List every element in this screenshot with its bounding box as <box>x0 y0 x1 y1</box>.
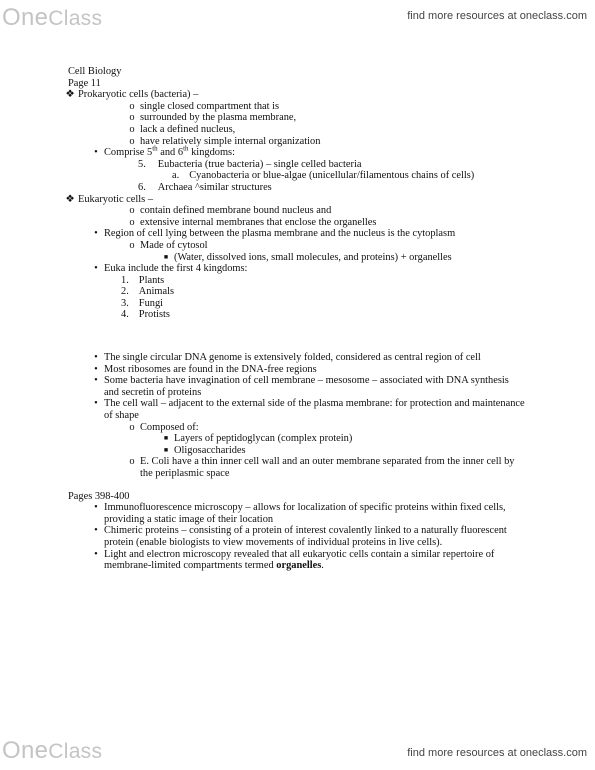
ribosome-item: • Most ribosomes are found in the DNA-free regions <box>104 364 564 376</box>
kingdom-6: 6. Archaea ^similar structures <box>138 181 272 193</box>
list-item: o extensive internal membranes that enclose the organelles <box>140 217 595 229</box>
kingdom-5a: a. Cyanobacteria or blue-algae (unicellular/filamentous chains of cells) <box>172 170 475 182</box>
circle-bullet-icon: o <box>129 123 135 135</box>
cytosol-item: o Made of cytosol <box>140 240 595 252</box>
document-body <box>65 66 528 572</box>
eukaryotic-heading: ❖ Eukaryotic cells – <box>65 193 154 205</box>
genome-item: • The single circular DNA genome is extensively folded, considered as central region of cell <box>104 352 516 364</box>
list-item: ■ Oligosaccharides <box>174 445 595 457</box>
dot-bullet-icon: • <box>94 352 98 364</box>
kingdom-item: 2. Animals <box>121 286 175 298</box>
resources-link[interactable]: find more resources at oneclass.com <box>407 747 587 759</box>
comprise-kingdoms: • Comprise 5th and 6th kingdoms: <box>104 147 564 159</box>
list-item: o lack a defined nucleus, <box>140 124 595 136</box>
cell-wall-item: • The cell wall – adjacent to the external side of the plasma membrane: for protection and maintenance of shape <box>104 398 529 421</box>
kingdom-item: 4. Protists <box>121 309 170 321</box>
dot-bullet-icon: • <box>94 147 98 159</box>
oneclass-logo <box>2 737 102 765</box>
dot-bullet-icon: • <box>94 363 98 375</box>
square-bullet-icon: ■ <box>163 445 169 454</box>
oneclass-logo <box>2 4 102 32</box>
circle-bullet-icon: o <box>129 456 135 468</box>
pages-heading: Pages 398-400 <box>68 490 130 502</box>
list-item: o have relatively simple internal organization <box>140 136 595 148</box>
dot-bullet-icon: • <box>94 548 98 560</box>
dot-bullet-icon: • <box>94 502 98 514</box>
list-item: ■ Layers of peptidoglycan (complex protein) <box>174 433 595 445</box>
square-bullet-icon: ■ <box>163 252 169 261</box>
ecoli-item: o E. Coli have a thin inner cell wall and an outer membrane separated from the inner cell by the periplasmic space <box>140 456 526 479</box>
dot-bullet-icon: • <box>94 263 98 275</box>
euka-kingdoms: • Euka include the first 4 kingdoms: <box>104 263 564 275</box>
list-item: o single closed compartment that is <box>140 101 595 113</box>
circle-bullet-icon: o <box>129 112 135 124</box>
brand-class: Class <box>48 7 103 30</box>
kingdom-5: 5. Eubacteria (true bacteria) – single celled bacteria <box>138 158 362 170</box>
doc-title: Cell Biology <box>68 66 122 77</box>
circle-bullet-icon: o <box>129 135 135 147</box>
list-item: o contain defined membrane bound nucleus and <box>140 205 595 217</box>
circle-bullet-icon: o <box>129 205 135 217</box>
circle-bullet-icon: o <box>129 100 135 112</box>
kingdom-item: 3. Fungi <box>121 297 164 309</box>
dot-bullet-icon: • <box>94 398 98 410</box>
kingdom-item: 1. Plants <box>121 274 165 286</box>
organelles-item: • Light and electron microscopy revealed that all eukaryotic cells contain a similar repertoire of membrane-limited compartments termed organelles. <box>104 549 504 572</box>
circle-bullet-icon: o <box>129 239 135 251</box>
diamond-bullet-icon: ❖ <box>65 89 75 101</box>
dot-bullet-icon: • <box>94 228 98 240</box>
cytosol-detail: ■ (Water, dissolved ions, small molecules, and proteins) + organelles <box>174 252 595 264</box>
circle-bullet-icon: o <box>129 216 135 228</box>
dot-bullet-icon: • <box>94 525 98 537</box>
list-item: o surrounded by the plasma membrane, <box>140 112 595 124</box>
resources-link[interactable]: find more resources at oneclass.com <box>407 10 587 22</box>
brand-one: One <box>2 737 49 764</box>
chimeric-item: • Chimeric proteins – consisting of a protein of interest covalently linked to a naturally fluorescent protein (enable biologists to view movements of individual proteins in live cells). <box>104 525 512 548</box>
cytoplasm-region: • Region of cell lying between the plasma membrane and the nucleus is the cytoplasm <box>104 228 564 240</box>
diamond-bullet-icon: ❖ <box>65 193 75 205</box>
page-reference: Page 11 <box>68 77 101 89</box>
circle-bullet-icon: o <box>129 421 135 433</box>
brand-one: One <box>2 4 49 31</box>
brand-class: Class <box>48 740 103 763</box>
square-bullet-icon: ■ <box>163 434 169 443</box>
mesosome-item: • Some bacteria have invagination of cell membrane – mesosome – associated with DNA synthesis and secretin of proteins <box>104 375 512 398</box>
composed-item: o Composed of: <box>140 422 595 434</box>
prokaryotic-heading: ❖ Prokaryotic cells (bacteria) – <box>65 89 199 101</box>
dot-bullet-icon: • <box>94 375 98 387</box>
immuno-item: • Immunofluorescence microscopy – allows for localization of specific proteins within fixed cells, providing a static image of their location <box>104 502 512 525</box>
